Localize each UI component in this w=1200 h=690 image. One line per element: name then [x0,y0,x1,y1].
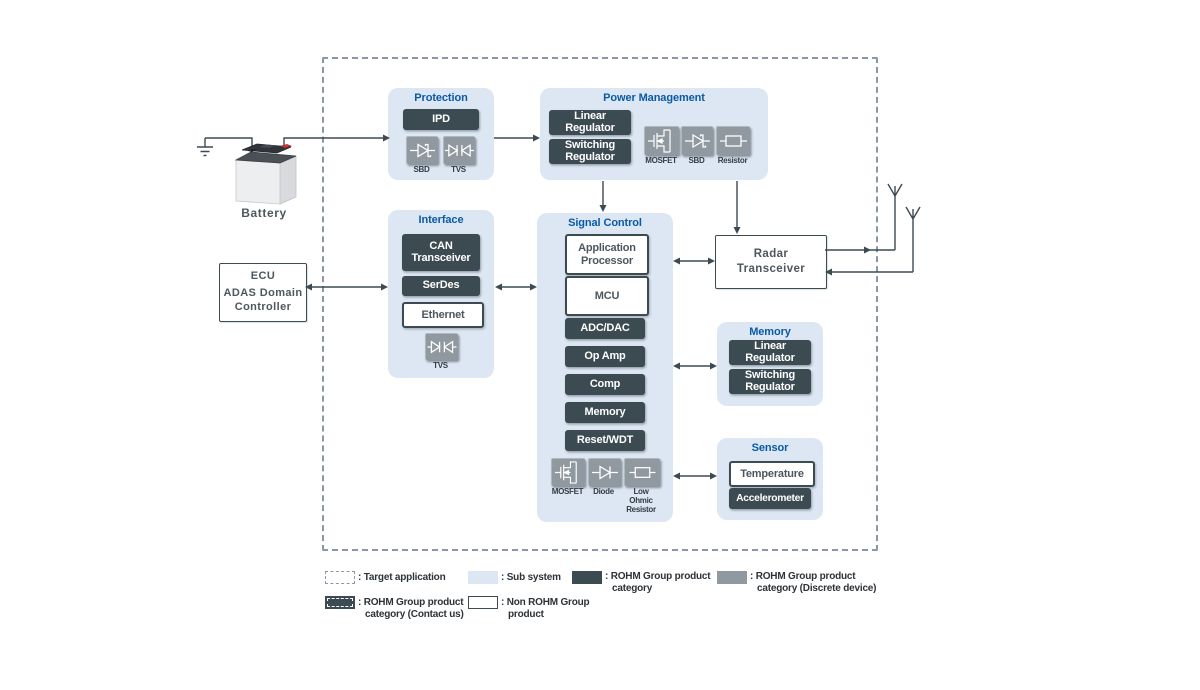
sbd-icon [681,126,713,155]
battery-illustration [236,144,296,204]
mosfet-icon-label: MOSFET [645,156,677,165]
sbd-icon-label: SBD [413,165,430,174]
op-amp-box: Op Amp [565,346,645,367]
legend-rohm-product-line2: category [612,583,653,594]
ipd-box: IPD [403,109,479,130]
legend-discrete-line2: category (Discrete device) [757,583,877,594]
legend-rohm-product-swatch [572,571,602,584]
legend-discrete-swatch [717,571,747,584]
legend-contact-label [358,597,464,621]
protection-title: Protection [414,92,468,104]
subsystem-power-management [540,88,768,180]
subsystem-sensor [717,438,823,520]
ecu-box [219,263,307,322]
diode-icon-label: Diode [593,487,614,496]
mosfet-icon [644,126,679,155]
low-ohmic-resistor-icon-label: Low Ohmic Resistor [626,487,656,515]
legend-nonrohm-line2: product [508,609,544,620]
power-management-title: Power Management [603,92,705,104]
tvs-icon [443,136,475,164]
radar-transceiver-box [715,235,827,289]
antenna-icon [906,207,920,219]
legend-rohm-product-line1: : ROHM Group product [605,571,711,582]
reset-wdt-box: Reset/WDT [565,430,645,451]
subsystem-signal-control [537,213,673,522]
serdes-box: SerDes [402,276,480,296]
battery-ground-wire [205,138,252,150]
accelerometer-box: Accelerometer [729,488,811,509]
legend-contact-line1: : ROHM Group product [358,597,464,608]
sbd-icon [406,136,438,164]
tvs-icon-label: TVS [451,165,466,174]
antenna-icon [888,184,902,196]
radar-line2: Transceiver [736,263,806,275]
legend-target-label: : Target application [358,572,446,583]
switching-regulator-box: Switching Regulator [549,139,631,164]
adc-dac-box: ADC/DAC [565,318,645,339]
sbd-icon-label: SBD [688,156,705,165]
radar-line1: Radar [753,248,789,261]
temperature-box: Temperature [729,461,815,487]
comp-box: Comp [565,374,645,395]
mosfet-icon-label: MOSFET [551,487,584,496]
ethernet-box: Ethernet [402,302,484,328]
resistor-icon [716,126,750,155]
interface-title: Interface [418,214,464,226]
mcu-box: MCU [565,276,649,316]
legend-nonrohm-line1: : Non ROHM Group [501,597,590,608]
tvs-icon-label: TVS [433,361,448,370]
battery-label: Battery [241,206,287,220]
legend-contact-line2: category (Contact us) [365,609,464,620]
legend-nonrohm-swatch [468,596,498,609]
legend-subsystem-swatch [468,571,498,584]
subsystem-memory [717,322,823,406]
ecu-line3: Controller [234,300,292,313]
ecu-line2: ADAS Domain [223,287,303,300]
ground-symbol [197,138,213,156]
legend-target-swatch [325,571,355,584]
can-transceiver-box: CAN Transceiver [402,234,480,271]
ecu-line1: ECU [250,270,276,283]
legend-contact-swatch [327,598,353,607]
switching-regulator-box: Switching Regulator [729,369,811,394]
linear-regulator-box: Linear Regulator [729,340,811,365]
legend-nonrohm-label [501,597,589,621]
legend-subsystem-label: : Sub system [501,572,561,583]
resistor-icon-label: Resistor [717,156,748,165]
linear-regulator-box: Linear Regulator [549,110,631,135]
legend-rohm-product-label [605,571,710,595]
application-processor-box: Application Processor [565,234,649,275]
memory-title: Memory [749,326,791,338]
subsystem-interface [388,210,494,378]
diode-icon [588,458,621,486]
legend-discrete-line1: : ROHM Group product [750,571,856,582]
low-ohmic-resistor-icon [624,458,660,486]
subsystem-protection [388,88,494,180]
tvs-icon [425,333,458,360]
signal-control-title: Signal Control [568,217,642,229]
memory-box: Memory [565,402,645,423]
sensor-title: Sensor [751,442,789,454]
mosfet-icon [551,458,585,486]
legend-discrete-label [750,571,876,595]
